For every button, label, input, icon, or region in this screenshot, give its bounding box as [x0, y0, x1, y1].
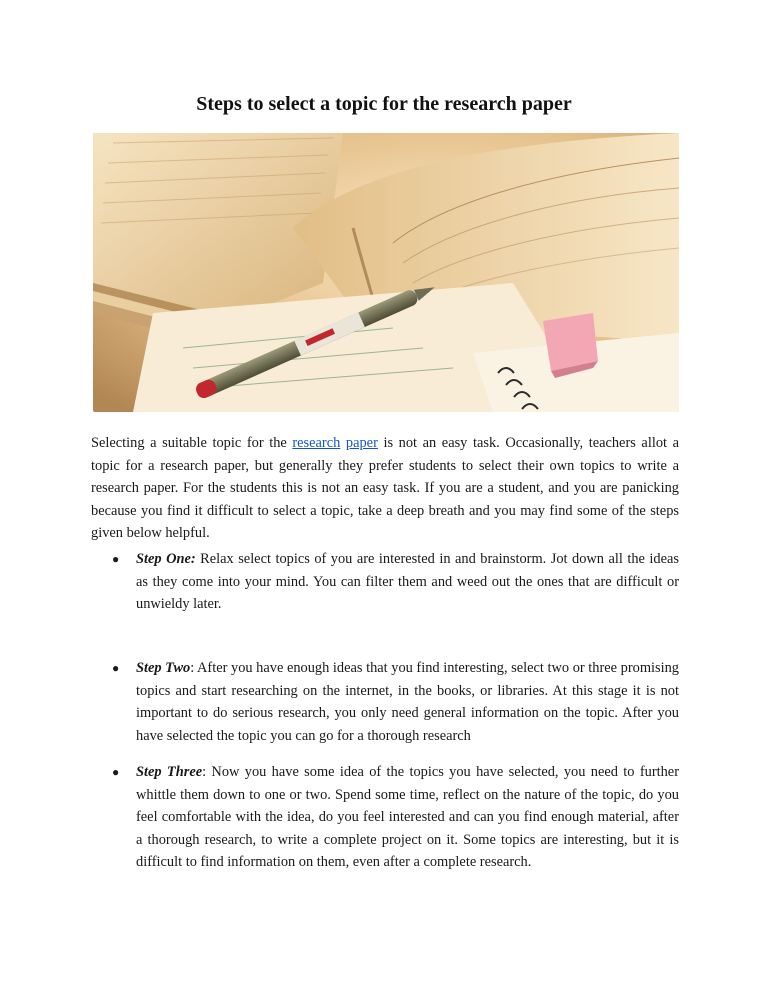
step-one-text: Relax select topics of you are interested in and brainstorm. Jot down all the ideas as they come into your mind. You can filter them and weed out the ones that are difficult or unwieldy later.: [136, 551, 679, 613]
books-photo: [93, 133, 679, 412]
bullet-step-two: ●: [112, 661, 120, 675]
step-two-label: Step Two: [136, 660, 191, 676]
step-one-label: Step One:: [136, 551, 196, 567]
page-title: Steps to select a topic for the research paper: [196, 93, 572, 115]
paper-link[interactable]: paper: [345, 435, 378, 451]
research-link[interactable]: research: [292, 435, 341, 451]
intro-paragraph: [91, 432, 679, 545]
step-three-item: [136, 761, 679, 874]
intro-text-after: is not an easy task. Occasionally, teachers allot a topic for a research paper, but generally they prefer students to select their own topics to write a research paper. For the students this is not an easy task. If you are a student, and you are panicking because you find it difficult to select a topic, take a deep breath and you may find some of the steps given below helpful.: [91, 435, 679, 542]
bullet-step-three: ●: [112, 765, 120, 779]
step-two-item: [136, 657, 679, 747]
step-three-text: : Now you have some idea of the topics you have selected, you need to further whittle them down to one or two. Spend some time, reflect on the nature of the topic, do you feel comfortable with the idea, do you feel interested and can you find enough material, after a thorough research, to write a complete project on it. Some topics are interesting, but it is difficult to find information on them, even after a complete research.: [136, 764, 679, 871]
step-two-text: : After you have enough ideas that you find interesting, select two or three promising topics and start researching on the internet, in the books, or libraries. At this stage it is not important to do serious research, you only need general information on the topic. After you have selected the topic you can go for a thorough research: [136, 660, 679, 744]
bullet-step-one: ●: [112, 552, 120, 566]
intro-text-before: Selecting a suitable topic for the: [91, 435, 293, 451]
step-three-label: Step Three: [136, 764, 203, 780]
step-one-item: [136, 548, 679, 616]
